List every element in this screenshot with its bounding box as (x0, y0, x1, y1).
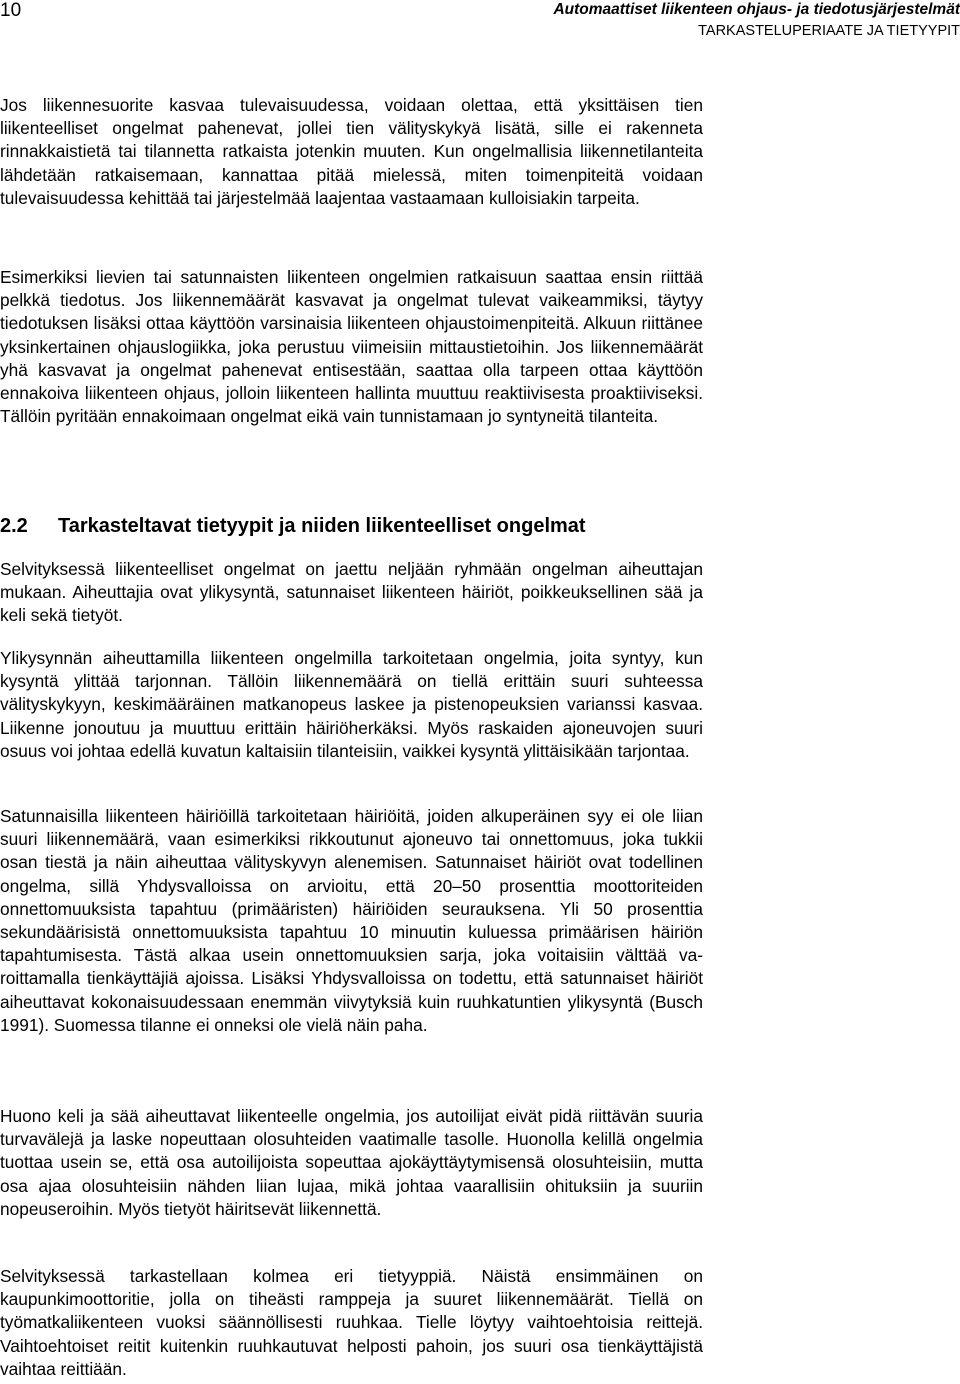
section-number: 2.2 (0, 515, 28, 537)
section-heading (0, 513, 586, 539)
body-paragraph: Selvityksessä tarkastellaan kolmea eri tietyyppiä. Näistä ensimmäinen on kaupunkimoottoritie, jolla on tiheästi ramppeja ja suuret liikennemäärät. Tiellä on työmatkaliikenteen vuoksi säännöllisesti ruuhkaa. Tielle löytyy vaihtoehtoisia reittejä. Vaihtoehtoiset reitit kuitenkin ruuhkautuvat helposti pahoin, jos suuri osa tienkäyttäjistä vaihtaa reittiään. (0, 1266, 703, 1379)
page-number: 10 (0, 0, 22, 21)
body-paragraph: Satunnaisilla liikenteen häiriöillä tarkoitetaan häiriöitä, joiden alkuperäinen syy ei ole liian suuri liikennemäärä, vaan esimerkiksi rikkoutunut ajoneuvo tai onnettomuus, joka tukkii osan tiestä ja näin aiheuttaa välityskyvyn alenemisen. Satunnaiset häiriöt ovat todellinen ongelma, sillä Yhdysvalloissa on arvioitu, että 20–50 prosenttia moottoriteiden onnettomuuksista tapahtuu (primääristen) häiriöiden seurauksena. Yli 50 prosenttia sekundäärisistä onnettomuuksista tapahtuu 10 minuutin kuluessa primäärisen häiriön tapahtumisesta. Tästä alkaa usein onnettomuuksien sarja, joka voitaisiin välttää varoittamalla tienkäyttäjiä ajoissa. Lisäksi Yhdysvalloissa on todettu, että satunnaiset häiriöt aiheuttavat kokonaisuudessaan enemmän viivytyksiä kuin ruuhkatuntien ylikysyntä (Busch 1991). Suomessa tilanne ei onneksi ole vielä näin paha. (0, 806, 703, 1035)
body-paragraph: Selvityksessä liikenteelliset ongelmat on jaettu neljään ryhmään ongelman aiheuttajan mukaan. Aiheuttajia ovat ylikysyntä, satunnaiset liikenteen häiriöt, poikkeuksellinen sää ja keli sekä tietyöt. (0, 559, 703, 626)
body-paragraph: Huono keli ja sää aiheuttavat liikenteelle ongelmia, jos autoilijat eivät pidä riittävän suuria turvavälejä ja laske nopeuttaan olosuhteiden vaatimalle tasolle. Huonolla kelillä ongelmia tuottaa usein se, että osa autoilijoista sopeuttaa ajokäyttäytymisensä olosuhteisiin, mutta osa ajaa olosuhteisiin nähden liian lujaa, mikä johtaa vaarallisiin ohituksiin ja suuriin nopeuseroihin. Myös tietyöt häiritsevät liikennettä. (0, 1106, 703, 1219)
running-header-title: Automaattiset liikenteen ohjaus- ja tiedotusjärjestelmät (553, 1, 960, 18)
section-title: Tarkasteltavat tietyypit ja niiden liikenteelliset ongelmat (58, 515, 586, 537)
body-paragraph: Ylikysynnän aiheuttamilla liikenteen ongelmilla tarkoitetaan ongelmia, joita syntyy, kun kysyntä ylittää tarjonnan. Tällöin liikennemäärä on tiellä erittäin suuri suhteessa välityskykyyn, keskimääräinen matkanopeus laskee ja pistenopeuksien varianssi kasvaa. Liikenne jonoutuu ja muuttuu erittäin häiriöherkäksi. Myös raskaiden ajoneuvojen suuri osuus voi johtaa edellä kuvatun kaltaisiin tilanteisiin, vaikkei kysyntä ylittäisikään tarjontaa. (0, 648, 703, 761)
running-header-subtitle: TARKASTELUPERIAATE JA TIETYYPIT (698, 23, 960, 39)
body-paragraph: Jos liikennesuorite kasvaa tulevaisuudessa, voidaan olettaa, että yksittäisen tien liikenteelliset ongelmat pahenevat, jollei tien välityskykyä lisätä, sille ei rakenneta rinnakkaistietä tai tilannetta ratkaista jotenkin muuten. Kun ongelmallisia liikennetilanteita lähdetään ratkaisemaan, kannattaa pitää mielessä, miten toimenpiteitä voidaan tulevaisuudessa kehittää tai järjestelmää laajentaa vastaamaan kulloisiakin tarpeita. (0, 95, 703, 208)
body-paragraph: Esimerkiksi lievien tai satunnaisten liikenteen ongelmien ratkaisuun saattaa ensin riittää pelkkä tiedotus. Jos liikennemäärät kasvavat ja ongelmat tulevat vaikeammiksi, täytyy tiedotuksen lisäksi ottaa käyttöön varsinaisia liikenteen ohjaustoimenpiteitä. Alkuun riittänee yksinkertainen ohjauslogiikka, joka perustuu viimeisiin mittaustietoihin. Jos liikennemäärät yhä kasvavat ja ongelmat pahenevat entisestään, saattaa olla tarpeen ottaa käyttöön ennakoiva liikenteen ohjaus, jolloin liikenteen hallinta muuttuu reaktiivisesta proaktiiviseksi. Tällöin pyritään ennakoimaan ongelmat eikä vain tunnistamaan jo syntyneitä tilanteita. (0, 267, 703, 427)
